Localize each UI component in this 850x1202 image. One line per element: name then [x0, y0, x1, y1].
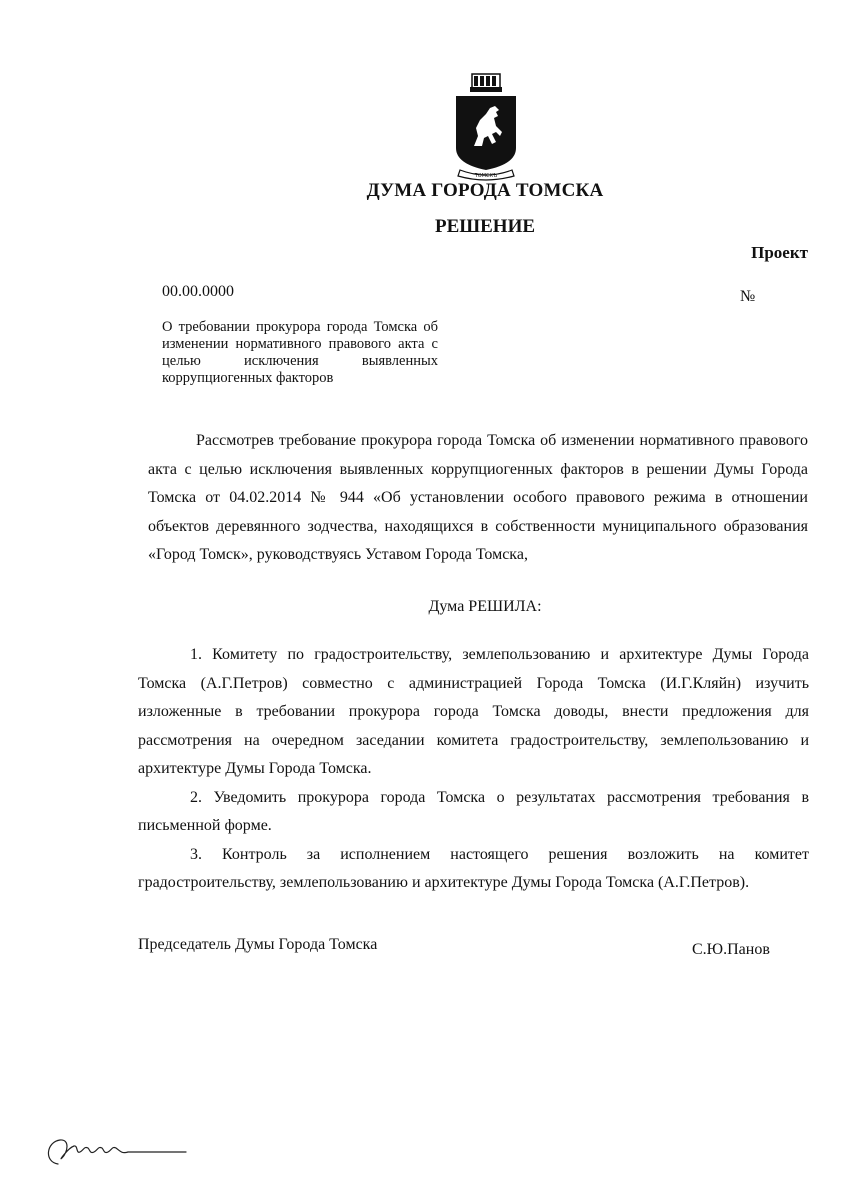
document-date: 00.00.0000: [162, 283, 234, 300]
coat-of-arms-emblem: [452, 70, 520, 182]
crown-icon: [470, 74, 502, 92]
draft-label: Проект: [751, 243, 808, 262]
organization-title: ДУМА ГОРОДА ТОМСКА: [366, 180, 604, 201]
resolved-heading: Дума РЕШИЛА:: [428, 598, 542, 615]
signer-position: Председатель Думы Города Томска: [138, 936, 378, 953]
document-type: РЕШЕНИЕ: [434, 216, 536, 237]
handwritten-signature: [40, 1134, 190, 1170]
resolution-point: 1. Комитету по градостроительству, землепользованию и архитектуре Думы Города Томска (А.Г.Петров) совместно с администрацией Города Томска (И.Г.Кляйн) изучить изложенные в требовании прокурора города Томска доводы, внести предложения для рассмотрения на очередном заседании комитета градостроительству, землепользованию и архитектуре Думы Города Томска.: [138, 646, 809, 777]
document-subject: О требовании прокурора города Томска об изменении нормативного правового акта с целью исключения выявленных коррупциогенных факторов: [162, 319, 438, 386]
resolution-points: [138, 641, 809, 898]
document-number-label: №: [740, 288, 756, 305]
signer-name: С.Ю.Панов: [692, 941, 770, 958]
emblem-motto: ТОМСКЪ: [474, 173, 498, 179]
preamble-paragraph: Рассмотрев требование прокурора города Томска об изменении нормативного правового акта с целью исключения выявленных коррупциогенных факторов в решении Думы Города Томска от 04.02.2014 № 944 «Об установлении особого правового режима в отношении объектов деревянного зодчества, находящихся в собственности муниципального образования «Город Томск», руководствуясь Уставом Города Томска,: [148, 432, 808, 563]
resolution-point: 3. Контроль за исполнением настоящего решения возложить на комитет градостроительству, землепользованию и архитектуре Думы Города Томска (А.Г.Петров).: [138, 845, 809, 891]
resolution-point: 2. Уведомить прокурора города Томска о результатах рассмотрения требования в письменной форме.: [138, 788, 809, 834]
